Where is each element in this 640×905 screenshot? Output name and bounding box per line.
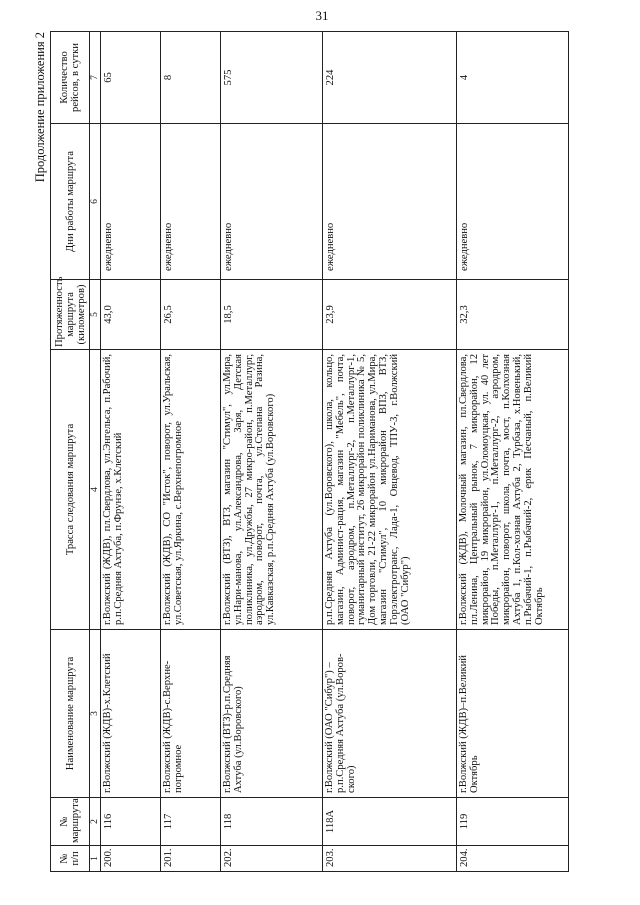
route-number: 117 — [161, 798, 221, 846]
operating-days: ежедневно — [161, 124, 221, 280]
column-number: 5 — [90, 280, 101, 350]
route-name: г.Волжский (ЖДВ)-с.Верхне-погромное — [161, 630, 221, 798]
route-number: 119 — [457, 798, 569, 846]
route-path: г.Волжский (ВТЗ), ВТЗ, магазин "Стимул", ул.Мира, ул.Нари-манова, ул.Александрова, Заря, Детская поликлиника, ул.Дружбы, 27 микро-район, п.Металлург, аэродром, поворот, почта, ул.Степана Разина, ул.Кавказская, р.п.Средняя Ахтуба (ул.Воровского) — [221, 350, 323, 630]
row-index: 201. — [161, 846, 221, 872]
table-row — [221, 32, 323, 872]
route-path: г.Волжский (ЖДВ), пл.Свердлова, ул.Энгельса, п.Рабочий, р.п.Средняя Ахтуба, п.Фрунзе, х.Клетский — [101, 350, 161, 630]
header-route-no: № маршрута — [51, 798, 90, 846]
operating-days: ежедневно — [101, 124, 161, 280]
row-index: 200. — [101, 846, 161, 872]
route-name: г.Волжский (ОАО "Сибур") – р.п.Средняя Ахтуба (ул.Воров-ского) — [323, 630, 457, 798]
trips-per-day: 4 — [457, 32, 569, 124]
header-path: Трасса следования маршрута — [51, 350, 90, 630]
route-length: 43,0 — [101, 280, 161, 350]
operating-days: ежедневно — [221, 124, 323, 280]
operating-days: ежедневно — [323, 124, 457, 280]
route-path: г.Волжский (ЖДВ), Молочный магазин, пл.Свердлова, пл.Ленина, Центральный рынок, 7 микрорайон, 12 микрорайон, 19 микрорайон, ул.Оломоуцкая, ул. 40 лет Победы, п.Металлург-1, п.Металлург-2, аэродром, микрорайон, поворот, школа, почта, мост, п.Колхозная Ахтуба 1, п.Кол-хозная Ахтуба 2, Турбаза, х.Новенький, п.Рыбачий-1, п.Рыбачий-2, ерик Песчаный, п.Великий Октябрь — [457, 350, 569, 630]
column-number: 1 — [90, 846, 101, 872]
route-name: г.Волжский (ЖДВ)-х.Клетский — [101, 630, 161, 798]
trips-per-day: 8 — [161, 32, 221, 124]
column-number: 4 — [90, 350, 101, 630]
route-name: г.Волжский (ВТЗ)-р.п.Средняя Ахтуба (ул.Воровского) — [221, 630, 323, 798]
table-row — [101, 32, 161, 872]
route-name: г.Волжский (ЖДВ)–п.Великий Октябрь — [457, 630, 569, 798]
trips-per-day: 224 — [323, 32, 457, 124]
row-index: 204. — [457, 846, 569, 872]
route-path: г.Волжский (ЖДВ), СО "Исток", поворот, ул.Уральская, ул.Советская, ул.Яркина, с.Верхнепогромное — [161, 350, 221, 630]
header-trips: Количество рейсов, в сутки — [51, 32, 90, 124]
column-number: 3 — [90, 630, 101, 798]
table-row — [323, 32, 457, 872]
trips-per-day: 575 — [221, 32, 323, 124]
routes-table — [50, 31, 569, 872]
continuation-title: Продолжение приложения 2 — [33, 32, 47, 183]
column-number: 7 — [90, 32, 101, 124]
route-number: 116 — [101, 798, 161, 846]
route-length: 23,9 — [323, 280, 457, 350]
operating-days: ежедневно — [457, 124, 569, 280]
route-number: 118 — [221, 798, 323, 846]
route-length: 32,3 — [457, 280, 569, 350]
row-index: 202. — [221, 846, 323, 872]
header-length: Протяженность маршрута (километров) — [51, 280, 90, 350]
header-days: Дни работы маршрута — [51, 124, 90, 280]
header-idx: № п/п — [51, 846, 90, 872]
header-name: Наименование маршрута — [51, 630, 90, 798]
route-length: 26,5 — [161, 280, 221, 350]
route-number: 118А — [323, 798, 457, 846]
column-numbers-row — [90, 32, 101, 872]
page-number: 31 — [315, 8, 329, 23]
route-length: 18,5 — [221, 280, 323, 350]
table-row — [161, 32, 221, 872]
rotated-table-page — [32, 32, 622, 872]
column-number: 6 — [90, 124, 101, 280]
trips-per-day: 65 — [101, 32, 161, 124]
table-row — [457, 32, 569, 872]
route-path: р.п.Средняя Ахтуба (ул.Воровского), школа, кольцо, магазин, Админист-рация, магазин "Мебель", почта, поворот, аэродром, п.Металлург-2, п.Металлург-1, гуманитарный институт, 26 микрорайон поликлиника № 5, Дом торговли, 21-22 микрорайон ул.Нариманова, ул.Мира, магазин "Стимул", 10 микрорайон ВПЗ, ВТЗ, Горэлектротранс, Лада-1, Овцевод, ТПУ-3, г.Волжский (ОАО "Сибур") — [323, 350, 457, 630]
row-index: 203. — [323, 846, 457, 872]
header-row — [51, 32, 90, 872]
column-number: 2 — [90, 798, 101, 846]
